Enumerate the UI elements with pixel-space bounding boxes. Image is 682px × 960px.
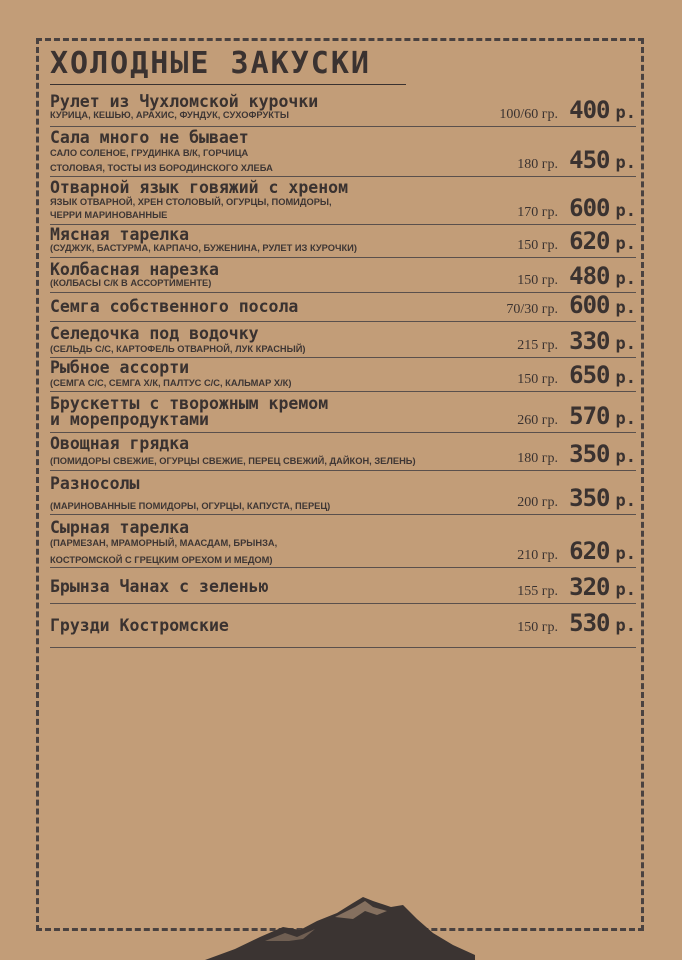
item-weight: 180 гр. bbox=[517, 451, 558, 466]
item-weight: 70/30 гр. bbox=[506, 302, 558, 317]
item-description: (СЕЛЬДЬ С/С, КАРТОФЕЛЬ ОТВАРНОЙ, ЛУК КРАСНЫЙ) bbox=[50, 344, 306, 354]
item-name: Сала много не бывает bbox=[50, 128, 249, 147]
item-name: Селедочка под водочку bbox=[50, 324, 259, 343]
item-price bbox=[569, 291, 636, 319]
menu-item bbox=[50, 515, 636, 568]
item-weight: 210 гр. bbox=[517, 548, 558, 563]
item-description: САЛО СОЛЕНОЕ, ГРУДИНКА В/К, ГОРЧИЦА bbox=[50, 148, 249, 158]
price-value: 330 bbox=[569, 327, 610, 355]
item-weight: 150 гр. bbox=[517, 372, 558, 387]
menu-item bbox=[50, 258, 636, 293]
menu-item bbox=[50, 322, 636, 358]
item-name: Брынза Чанах с зеленью bbox=[50, 577, 269, 596]
menu-item bbox=[50, 604, 636, 648]
item-name: Семга собственного посола bbox=[50, 297, 299, 316]
item-name: Грузди Костромские bbox=[50, 616, 229, 635]
item-name: Разносолы bbox=[50, 474, 140, 493]
menu-item bbox=[50, 293, 636, 322]
item-name: Овощная грядка bbox=[50, 434, 190, 453]
menu-item bbox=[50, 177, 636, 225]
menu-item bbox=[50, 392, 636, 433]
item-price bbox=[569, 227, 636, 255]
price-currency: р. bbox=[615, 269, 636, 289]
item-price bbox=[569, 327, 636, 355]
title-underline bbox=[50, 84, 406, 85]
price-currency: р. bbox=[615, 201, 636, 221]
menu-item bbox=[50, 225, 636, 258]
item-weight: 150 гр. bbox=[517, 238, 558, 253]
price-currency: р. bbox=[615, 103, 636, 123]
item-price bbox=[569, 402, 636, 430]
menu-item bbox=[50, 433, 636, 471]
item-description: ЯЗЫК ОТВАРНОЙ, ХРЕН СТОЛОВЫЙ, ОГУРЦЫ, ПОМИДОРЫ, bbox=[50, 197, 332, 207]
price-currency: р. bbox=[615, 153, 636, 173]
item-description: КУРИЦА, КЕШЬЮ, АРАХИС, ФУНДУК, СУХОФРУКТЫ bbox=[50, 110, 289, 120]
item-description: (МАРИНОВАННЫЕ ПОМИДОРЫ, ОГУРЦЫ, КАПУСТА, ПЕРЕЦ) bbox=[50, 501, 331, 511]
price-currency: р. bbox=[615, 544, 636, 564]
price-currency: р. bbox=[615, 580, 636, 600]
price-currency: р. bbox=[615, 447, 636, 467]
price-value: 620 bbox=[569, 537, 610, 565]
price-currency: р. bbox=[615, 616, 636, 636]
price-value: 480 bbox=[569, 262, 610, 290]
menu-item bbox=[50, 127, 636, 177]
item-name: Брускетты с творожным кремом bbox=[50, 394, 329, 413]
menu-item bbox=[50, 568, 636, 604]
price-currency: р. bbox=[615, 409, 636, 429]
menu-item bbox=[50, 358, 636, 392]
price-currency: р. bbox=[615, 491, 636, 511]
item-weight: 150 гр. bbox=[517, 273, 558, 288]
item-price bbox=[569, 537, 636, 565]
item-weight: 180 гр. bbox=[517, 157, 558, 172]
item-name: Рыбное ассорти bbox=[50, 358, 190, 377]
item-price bbox=[569, 484, 636, 512]
item-name: Отварной язык говяжий с хреном bbox=[50, 178, 349, 197]
price-currency: р. bbox=[615, 368, 636, 388]
item-description: (СЕМГА С/С, СЕМГА Х/К, ПАЛТУС С/С, КАЛЬМАР Х/К) bbox=[50, 378, 292, 388]
item-price bbox=[569, 262, 636, 290]
item-weight: 100/60 гр. bbox=[499, 107, 558, 122]
item-description: (КОЛБАСЫ С/К В АССОРТИМЕНТЕ) bbox=[50, 278, 212, 288]
item-name-line2: и морепродуктами bbox=[50, 410, 209, 429]
item-description-line2: КОСТРОМСКОЙ С ГРЕЦКИМ ОРЕХОМ И МЕДОМ) bbox=[50, 554, 273, 565]
item-weight: 150 гр. bbox=[517, 620, 558, 635]
item-name: Колбасная нарезка bbox=[50, 260, 219, 279]
price-value: 350 bbox=[569, 484, 610, 512]
price-value: 570 bbox=[569, 402, 610, 430]
price-value: 450 bbox=[569, 146, 610, 174]
item-price bbox=[569, 609, 636, 637]
item-weight: 260 гр. bbox=[517, 413, 558, 428]
item-description-line2: ЧЕРРИ МАРИНОВАННЫЕ bbox=[50, 210, 168, 220]
price-currency: р. bbox=[615, 298, 636, 318]
item-weight: 215 гр. bbox=[517, 338, 558, 353]
item-price bbox=[569, 194, 636, 222]
price-value: 350 bbox=[569, 440, 610, 468]
item-description: (ПАРМЕЗАН, МРАМОРНЫЙ, МААСДАМ, БРЫНЗА, bbox=[50, 538, 278, 548]
price-value: 620 bbox=[569, 227, 610, 255]
mountain-illustration bbox=[205, 893, 475, 960]
item-name: Мясная тарелка bbox=[50, 225, 190, 244]
item-name: Сырная тарелка bbox=[50, 518, 190, 537]
item-weight: 170 гр. bbox=[517, 205, 558, 220]
price-value: 400 bbox=[569, 96, 610, 124]
price-value: 600 bbox=[569, 194, 610, 222]
item-description: (ПОМИДОРЫ СВЕЖИЕ, ОГУРЦЫ СВЕЖИЕ, ПЕРЕЦ СВЕЖИЙ, ДАЙКОН, ЗЕЛЕНЬ) bbox=[50, 456, 416, 466]
item-price bbox=[569, 361, 636, 389]
price-value: 600 bbox=[569, 291, 610, 319]
item-price bbox=[569, 573, 636, 601]
price-currency: р. bbox=[615, 234, 636, 254]
item-description: (СУДЖУК, БАСТУРМА, КАРПАЧО, БУЖЕНИНА, РУЛЕТ ИЗ КУРОЧКИ) bbox=[50, 243, 357, 253]
item-name: Рулет из Чухломской курочки bbox=[50, 92, 319, 111]
page-title: ХОЛОДНЫЕ ЗАКУСКИ bbox=[50, 46, 371, 81]
price-value: 530 bbox=[569, 609, 610, 637]
item-description-line2: СТОЛОВАЯ, ТОСТЫ ИЗ БОРОДИНСКОГО ХЛЕБА bbox=[50, 162, 273, 173]
menu-item bbox=[50, 471, 636, 515]
price-value: 650 bbox=[569, 361, 610, 389]
item-price bbox=[569, 96, 636, 124]
item-weight: 200 гр. bbox=[517, 495, 558, 510]
item-weight: 155 гр. bbox=[517, 584, 558, 599]
menu-item bbox=[50, 94, 636, 127]
price-currency: р. bbox=[615, 334, 636, 354]
price-value: 320 bbox=[569, 573, 610, 601]
item-price bbox=[569, 440, 636, 468]
item-price bbox=[569, 146, 636, 174]
